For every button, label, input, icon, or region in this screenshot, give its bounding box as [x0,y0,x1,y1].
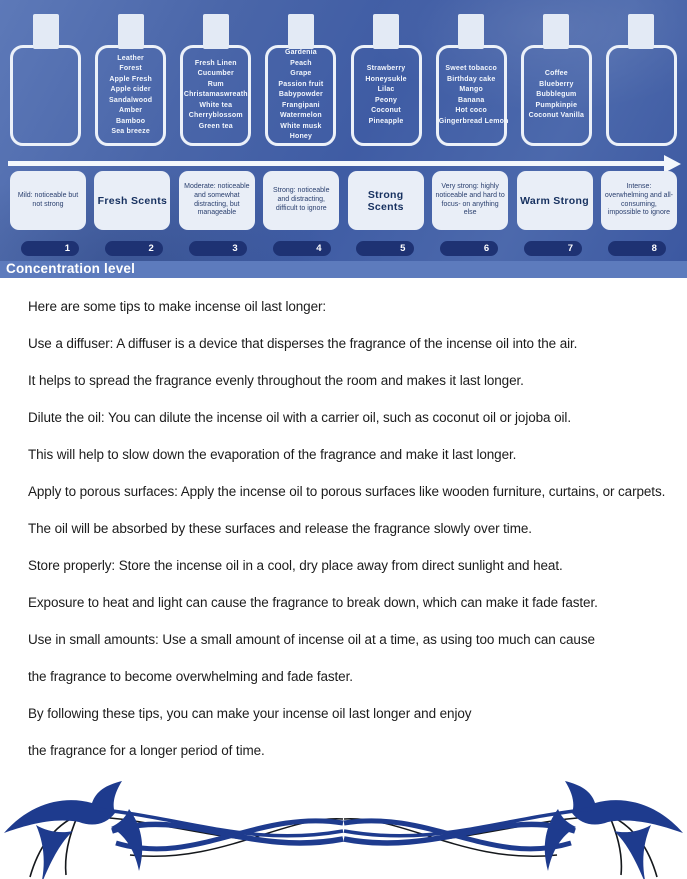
scent-name: Peach [290,59,312,67]
bottle-body [436,45,507,146]
level-description: Very strong: highly noticeable and hard to focus- on anything else [435,182,505,217]
level-description-box [517,171,593,230]
scent-name: Sandalwood [109,96,153,104]
bottle-body [95,45,166,146]
level-number-pill: 1 [21,241,79,256]
scent-name: Green tea [198,122,233,130]
scent-name: Honeysukle [365,75,407,83]
bottle-cap [33,14,59,49]
scent-name: White musk [280,122,322,130]
level-description: Moderate: noticeable and somewhat distracting, but manageable [184,182,250,217]
scent-name: Cucumber [197,70,234,78]
bottle-body [606,45,677,146]
bottle [436,14,507,146]
bottle [521,14,592,146]
level-numbers-row [0,241,687,256]
concentration-level-chart [0,0,687,278]
level-number-pill: 4 [273,241,331,256]
scent-name: Coconut [371,107,401,114]
scent-name: Bamboo [116,117,146,125]
scent-name: Rum [207,80,224,88]
bottle [95,14,166,146]
bottle-body [351,45,422,146]
scent-name: Christamaswreath [183,91,248,99]
level-number-pill: 7 [524,241,582,256]
level-description-box [94,171,170,230]
tip-line: the fragrance for a longer period of time. [28,743,265,758]
level-description: Strong Scents [367,188,404,213]
bottle-cap [543,14,569,49]
scent-name: Pineapple [368,117,404,125]
level-description: Warm Strong [520,194,589,207]
tips-section [0,278,687,758]
bottle-body [10,45,81,146]
tip-line: Use a diffuser: A diffuser is a device that disperses the fragrance of the incense oil into the air. [28,336,578,351]
scent-name: Watermelon [280,112,322,120]
bottle-cap [458,14,484,49]
scent-name: Frangipani [282,101,320,109]
tip-line: the fragrance to become overwhelming and fade faster. [28,669,353,684]
scent-name: Birthday cake [446,75,496,83]
scent-name: Cherryblossom [188,112,243,120]
scent-name: Coffee [544,70,568,78]
tip-line: Apply to porous surfaces: Apply the incense oil to porous surfaces like wooden furniture, curtains, or carpets. [28,484,666,499]
scent-name: Grape [290,70,312,78]
scent-name: Gingerbread Lemon [438,117,509,125]
level-number-pill: 8 [608,241,666,256]
scent-name: Strawberry [366,65,406,72]
level-description-box [263,171,339,230]
level-description: Fresh Scents [97,194,168,207]
bottle [606,14,677,146]
tip-line: This will help to slow down the evaporation of the fragrance and make it last longer. [28,447,517,462]
scent-name: Leather [117,54,144,62]
scent-name: Banana [457,96,485,104]
bottle-cap [203,14,229,49]
scent-name: Fresh Linen [194,59,237,67]
scent-name: Honey [289,133,313,141]
tip-line: Here are some tips to make incense oil last longer: [28,299,327,314]
scent-name: White tea [199,101,233,109]
level-number-pill: 2 [105,241,163,256]
scent-name: Mango [459,86,483,93]
bottle [265,14,336,146]
scent-name: Bubblegum [536,91,577,99]
level-number-pill: 6 [440,241,498,256]
bottle-cap [628,14,654,49]
level-description-box [179,171,255,230]
bottle-body [521,45,592,146]
scent-name: Lilac [377,86,395,93]
tip-line: Use in small amounts: Use a small amount of incense oil at a time, as using too much can cause [28,632,595,647]
scent-name: Passion fruit [278,80,324,88]
bottle [351,14,422,146]
bottle [180,14,251,146]
arrow-line [8,161,665,166]
axis-label: Concentration level [6,261,136,276]
scent-name: Amber [119,107,143,114]
level-number-pill: 5 [356,241,414,256]
scent-name: Peony [375,96,398,104]
scent-name: Babypowder [278,91,323,99]
bottle-cap [373,14,399,49]
tip-line: The oil will be absorbed by these surfaces and release the fragrance slowly over time. [28,521,532,536]
tip-line: Dilute the oil: You can dilute the incense oil with a carrier oil, such as coconut oil or jojoba oil. [28,410,571,425]
axis-band [0,261,687,278]
bottles-row [0,14,687,146]
scent-name: Sweet tobacco [445,65,498,72]
level-description-box [348,171,424,230]
level-description-box [432,171,508,230]
level-description-box [10,171,86,230]
level-description: Mild: noticeable but not strong [17,191,79,208]
scent-name: Apple cider [110,86,151,93]
level-description: Intense: overwhelming and all-consuming, impossible to ignore [604,182,673,217]
tip-line: Store properly: Store the incense oil in a cool, dry place away from direct sunlight and heat. [28,558,563,573]
scent-name: Pumpkinpie [535,101,578,109]
bottle-cap [288,14,314,49]
bottle-cap [118,14,144,49]
bottle-body [180,45,251,146]
tip-line: By following these tips, you can make your incense oil last longer and enjoy [28,706,472,721]
scent-name: Blueberry [539,80,574,88]
level-number-pill: 3 [189,241,247,256]
bottle [10,14,81,146]
scent-name: Sea breeze [111,128,150,135]
bottle-body [265,45,336,146]
decorative-flourish [0,781,687,879]
level-description: Strong: noticeable and distracting, difficult to ignore [273,187,330,212]
tip-line: It helps to spread the fragrance evenly throughout the room and makes it last longer. [28,373,524,388]
scent-name: Apple Fresh [109,75,152,83]
levels-row [0,171,687,230]
scent-name: Gardenia [284,49,317,57]
level-description-box [601,171,677,230]
scent-name: Hot coco [455,107,487,114]
tip-line: Exposure to heat and light can cause the fragrance to break down, which can make it fade faster. [28,595,598,610]
scent-name: Forest [119,65,142,72]
scent-name: Coconut Vanilla [528,112,585,120]
